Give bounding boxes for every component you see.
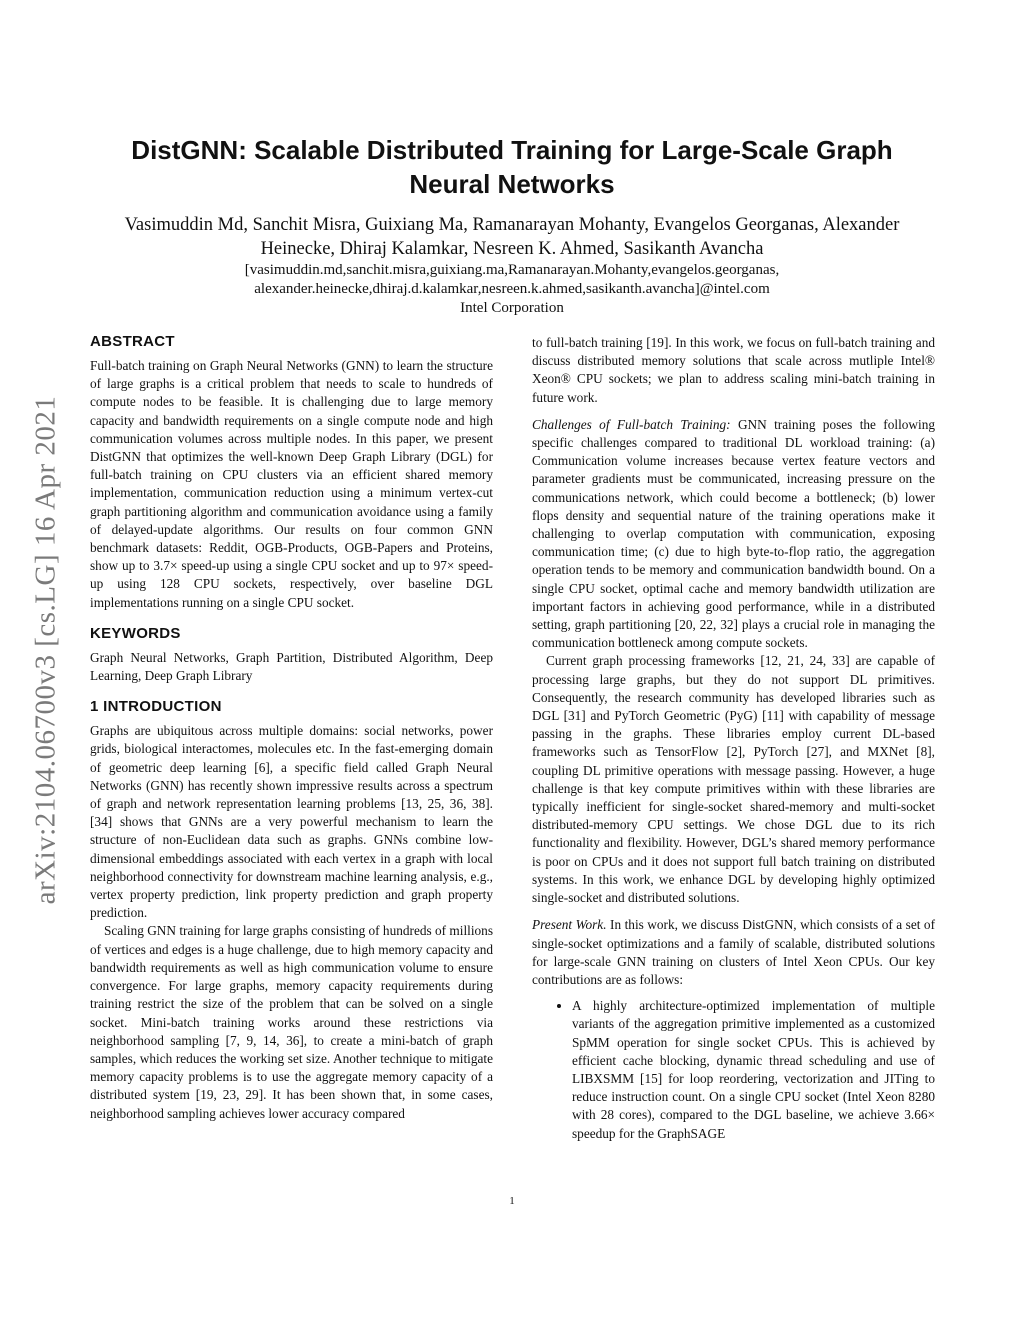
abstract-text: Full-batch training on Graph Neural Networks (GNN) to learn the structure of large graphs is a critical problem that needs to scale to hundreds of compute nodes to be feasible. It is challenging due to large memory capacity and bandwidth requirements on a single compute node and high communication volumes across multiple nodes. In this paper, we present DistGNN that optimizes the well-known Deep Graph Library (DGL) for full-batch training on CPU clusters via an efficient shared memory implementation, communication reduction using a minimum vertex-cut graph partitioning algorithm and communication avoidance using a family of delayed-update algorithms. Our results on four common GNN benchmark datasets: Reddit, OGB-Products, OGB-Papers and Proteins, show up to 3.7× speed-up using a single CPU socket and up to 97× speed-up using 128 CPU sockets, respectively, over baseline DGL implementations running on a single CPU socket. (90, 358, 493, 610)
arxiv-sidebar (26, 350, 66, 950)
page-number: 1 (509, 1195, 515, 1207)
paper-title: DistGNN: Scalable Distributed Training for Large-Scale Graph Neural Networks (131, 135, 893, 199)
author-emails (90, 261, 934, 318)
present-work-runin-heading: Present Work. (532, 917, 607, 933)
present-work-paragraph (532, 916, 935, 989)
right-column (532, 334, 935, 1143)
contribution-item: • A highly architecture-optimized implementation of multiple variants of the aggregation primitive implemented as a customized SpMM operation for single socket CPUs. This is achieved by efficient cache blocking, dynamic thread scheduling and use of LIBXSMM [15] for loop reordering, vectorization and JITing to reduce instruction count. On a single CPU socket (Intel Xeon 8280 with 28 cores), compared to the DGL baseline, we achieve 3.66× speedup for the GraphSAGE (572, 997, 935, 1143)
challenges-text: GNN training poses the following specific challenges compared to traditional DL workload training: (a) Communication volume increases because vertex feature vectors and parameter gradients must be communicated, increasing pressure on the communications network, which could become a bottleneck; (b) lower flops density and sequential nature of the training operations make it challenging to overlap computation with communication, exposing communication time; (c) due to high byte-to-flop ratio, the aggregation operation tends to be memory and communication bandwidth bound. On a single CPU socket, optimal cache and memory bandwidth utilization are important factors in achieving good performance, while in a distributed setting, graph partitioning [20, 22, 32] plays a crucial role in managing the communication bottleneck among compute sockets. (532, 416, 936, 651)
contributions-list (532, 997, 935, 1143)
intro-paragraph-1: Graphs are ubiquitous across multiple domains: social networks, power grids, biological interactomes, molecules etc. In the fast-emerging domain of geometric deep learning [6], a specific field called Graph Neural Networks (GNN) has recently shown impressive results across a spectrum of graph and network representation learning problems [13, 25, 36, 38]. [34] shows that GNNs are a very powerful mechanism to learn the structure of non-Euclidean data such as graphs. GNNs combine low-dimensional embeddings associated with each vertex in a graph with local neighborhood connectivity for downstream machine learning analysis, e.g., vertex property prediction, link property prediction and graph property prediction. (90, 723, 493, 921)
intro-paragraph-2-continued: to full-batch training [19]. In this work, we focus on full-batch training and discuss distributed memory solutions that scale across mutliple Intel® Xeon® CPU sockets; we plan to address scaling mini-batch training in future work. (532, 335, 935, 405)
affiliation: Intel Corporation (460, 300, 564, 316)
email-list: [vasimuddin.md,sanchit.misra,guixiang.ma,Ramanarayan.Mohanty,evangelos.georganas, alexander.heinecke,dhiraj.d.kalamkar,nesreen.k.ahmed,sasikanth.avancha]@intel.com (244, 262, 780, 297)
frameworks-paragraph: Current graph processing frameworks [12, 21, 24, 33] are capable of processing large graphs, but they do not support DL primitives. Consequently, the research community has developed libraries such as DGL [31] and PyTorch Geometric (PyG) [11] with capability of message passing in the graphs. These libraries employ current DL-based frameworks such as TensorFlow [2], PyTorch [27], and MXNet [8], coupling DL primitive operations with message passing. However, a huge challenge is that key compute primitives within with these libraries are typically inefficient for single-socket shared-memory and multi-socket distributed-memory CPU settings. We chose DGL due to its rich functionality and flexibility. However, DGL’s shared memory performance is poor on CPUs and it does not support full batch training on distributed systems. In this work, we enhance DGL by developing highly optimized single-socket and distributed solutions. (532, 653, 935, 906)
intro-paragraph-2: Scaling GNN training for large graphs consisting of hundreds of millions of vertices and edges is a huge challenge, due to high memory capacity and bandwidth requirements as well as high communication volume to ensure convergence. For large graphs, memory capacity requirements during training restrict the size of the problem that can be solved on a single socket. Mini-batch training works around these restrictions via neighborhood sampling [7, 9, 14, 36], to create a mini-batch of graph samples, which reduces the working set size. Another technique to mitigate memory capacity problems is to use the aggregate memory capacity of a distributed system [19, 23, 29]. It has been shown that, in some cases, neighborhood sampling achieves lower accuracy compared (90, 923, 493, 1121)
challenges-paragraph (532, 416, 935, 653)
keywords-heading: KEYWORDS (90, 624, 181, 642)
challenges-runin-heading: Challenges of Full-batch Training: (532, 416, 731, 432)
author-list: Vasimuddin Md, Sanchit Misra, Guixiang Ma, Ramanarayan Mohanty, Evangelos Georganas, Alexander Heinecke, Dhiraj Kalamkar, Nesreen K. Ahmed, Sasikanth Avancha (124, 215, 900, 259)
present-work-text: In this work, we discuss DistGNN, which consists of a set of single-socket optimizations and a family of scalable, distributed solutions for large-scale GNN training on clusters of Intel Xeon CPUs. Our key contributions are as follows: (532, 917, 935, 987)
introduction-heading: 1 INTRODUCTION (90, 698, 222, 716)
left-column (90, 333, 493, 1123)
abstract-heading: ABSTRACT (90, 333, 175, 350)
arxiv-identifier[interactable]: arXiv:2104.06700v3 [cs.LG] 16 Apr 2021 (29, 395, 62, 905)
keywords-text: Graph Neural Networks, Graph Partition, Distributed Algorithm, Deep Learning, Deep Graph Library (90, 649, 493, 684)
